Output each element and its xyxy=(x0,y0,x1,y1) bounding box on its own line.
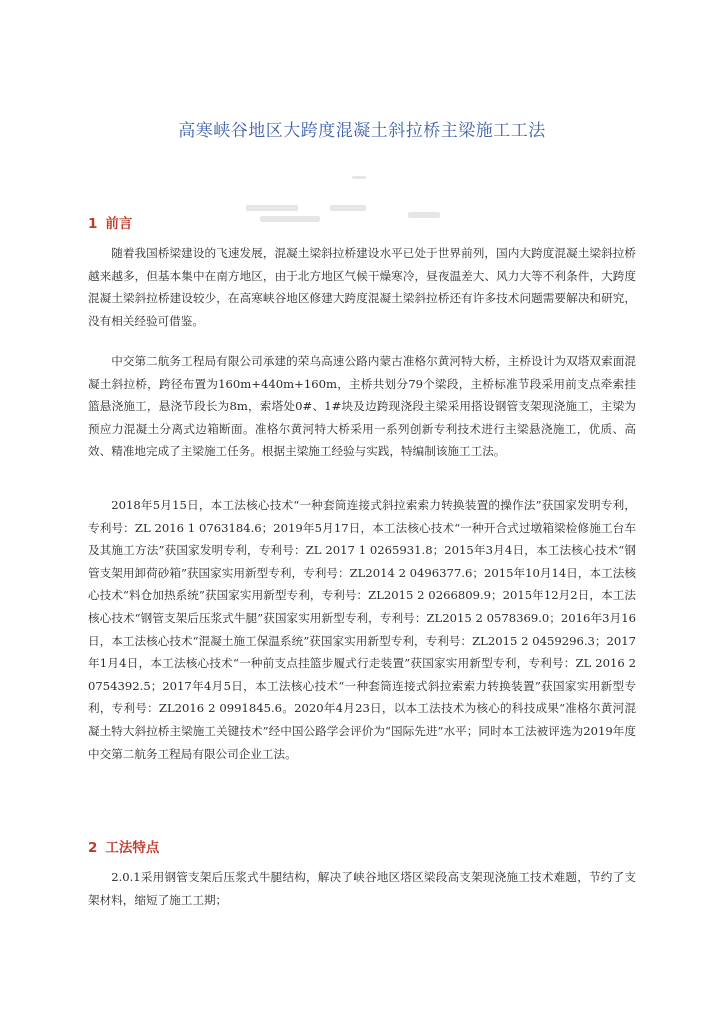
scan-artifact xyxy=(352,176,366,179)
section-2-paragraph-1: 2.0.1采用钢管支架后压浆式牛腿结构，解决了峡谷地区塔区梁段高支架现浇施工技术难题，节约了支架材料，缩短了施工工期； xyxy=(88,870,636,907)
section-1-paragraph-2: 中交第二航务工程局有限公司承建的荣乌高速公路内蒙古准格尔黄河特大桥，主桥设计为双塔双索面混凝土斜拉桥，跨径布置为160m+440m+160m，主桥共划分79个梁段，主桥标准节段采用前支点牵索挂篮悬浇施工，悬浇节段长为8m，索塔处0#、1#块及边跨现浇段主梁采用搭设钢管支架现浇施工，主梁为预应力混凝土分离式边箱断面。准格尔黄河特大桥采用一系列创新专利技术进行主梁悬浇施工，优质、高效、精准地完成了主梁施工任务。根据主梁施工经验与实践，特编制该施工工法。 xyxy=(88,354,636,459)
section-heading-1 xyxy=(88,212,132,232)
section-title: 工法特点 xyxy=(105,840,160,856)
document-title: 高寒峡谷地区大跨度混凝土斜拉桥主梁施工工法 xyxy=(178,121,546,141)
section-1-paragraph-3: 2018年5月15日，本工法核心技术“一种套筒连接式斜拉索索力转换装置的操作法”获国家发明专利，专利号：ZL 2016 1 0763184.6；2019年5月17日，本工法核心技术“一种开合式过墩箱梁检修施工台车及其施工方法”获国家发明专利，专利号：ZL 2017 1 0265931.8；2015年3月4日，本工法核心技术“钢管支架用卸荷砂箱”获国家实用新型专利，专利号：ZL2014 2 0496377.6；2015年10月14日，本工法核心技术“料仓加热系统”获国家实用新型专利，专利号：ZL2015 2 0266809.9；2015年12月2日，本工法核心技术“钢管支架后压浆式牛腿”获国家实用新型专利，专利号：ZL2015 2 0578369.0；2016年3月16日，本工法核心技术“混凝土施工保温系统”获国家实用新型专利，专利号：ZL2015 2 0459296.3；2017年1月4日，本工法核心技术“一种前支点挂篮步履式行走装置”获国家实用新型专利，专利号：ZL 2016 2 0754392.5；2017年4月5日，本工法核心技术“一种套筒连接式斜拉索索力转换装置”获国家实用新型专利，专利号：ZL2016 2 0991845.6。2020年4月23日，以本工法技术为核心的科技成果“准格尔黄河混凝土特大斜拉桥主梁施工关键技术”经中国公路学会评价为“国际先进”水平；同时本工法被评选为2019年度中交第二航务工程局有限公司企业工法。 xyxy=(88,498,636,761)
section-number: 2 xyxy=(88,840,98,856)
scan-artifact xyxy=(260,216,320,222)
scan-artifact xyxy=(408,212,440,218)
section-title: 前言 xyxy=(105,216,133,232)
section-heading-2 xyxy=(88,836,159,856)
scan-artifact xyxy=(330,205,366,211)
section-1-paragraph-1: 随着我国桥梁建设的飞速发展，混凝土梁斜拉桥建设水平已处于世界前列，国内大跨度混凝土梁斜拉桥越来越多，但基本集中在南方地区，由于北方地区气候干燥寒冷，昼夜温差大、风力大等不利条件，大跨度混凝土梁斜拉桥建设较少，在高寒峡谷地区修建大跨度混凝土梁斜拉桥还有许多技术问题需要解决和研究，没有相关经验可借鉴。 xyxy=(88,246,636,328)
section-number: 1 xyxy=(88,216,98,232)
scan-artifact xyxy=(246,205,298,211)
